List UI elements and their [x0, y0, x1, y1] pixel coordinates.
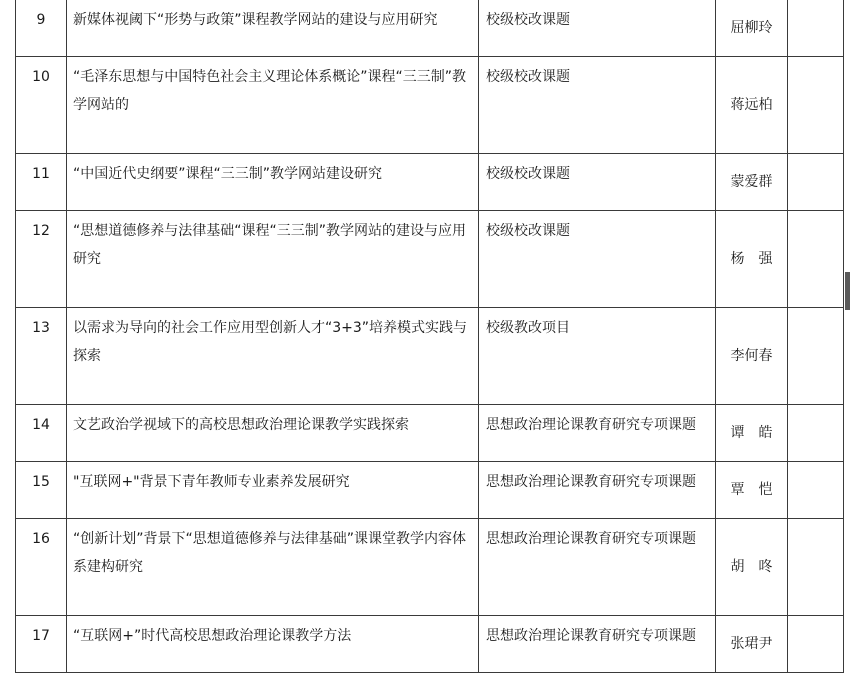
project-leader: 屈柳玲	[716, 0, 788, 57]
project-category: 校级校改课题	[479, 57, 716, 154]
project-category: 校级教改项目	[479, 308, 716, 405]
blank-cell	[788, 462, 844, 519]
project-title: 新媒体视阈下“形势与政策”课程教学网站的建设与应用研究	[67, 0, 479, 57]
project-title: "互联网+"背景下青年教师专业素养发展研究	[67, 462, 479, 519]
project-table	[15, 0, 844, 673]
project-title: “创新计划”背景下“思想道德修养与法律基础”课课堂教学内容体系建构研究	[67, 519, 479, 616]
row-number: 15	[16, 462, 67, 519]
row-number: 17	[16, 616, 67, 673]
table-row	[16, 462, 844, 519]
project-title: “思想道德修养与法律基础“课程“三三制”教学网站的建设与应用研究	[67, 211, 479, 308]
row-number: 11	[16, 154, 67, 211]
row-number: 16	[16, 519, 67, 616]
project-category: 校级校改课题	[479, 154, 716, 211]
blank-cell	[788, 308, 844, 405]
table-row	[16, 0, 844, 57]
project-title: 以需求为导向的社会工作应用型创新人才“3+3”培养模式实践与探索	[67, 308, 479, 405]
project-leader: 蒙爱群	[716, 154, 788, 211]
project-leader: 李何春	[716, 308, 788, 405]
project-category: 思想政治理论课教育研究专项课题	[479, 616, 716, 673]
project-leader: 胡 咚	[716, 519, 788, 616]
row-number: 12	[16, 211, 67, 308]
blank-cell	[788, 57, 844, 154]
blank-cell	[788, 154, 844, 211]
project-leader: 蒋远柏	[716, 57, 788, 154]
page-edge-marker	[845, 272, 850, 310]
project-title: “毛泽东思想与中国特色社会主义理论体系概论”课程“三三制”教学网站的	[67, 57, 479, 154]
blank-cell	[788, 519, 844, 616]
project-leader: 杨 强	[716, 211, 788, 308]
table-row	[16, 154, 844, 211]
blank-cell	[788, 0, 844, 57]
project-category: 校级校改课题	[479, 211, 716, 308]
row-number: 13	[16, 308, 67, 405]
project-title: “互联网+”时代高校思想政治理论课教学方法	[67, 616, 479, 673]
table-row	[16, 57, 844, 154]
project-title: “中国近代史纲要”课程“三三制”教学网站建设研究	[67, 154, 479, 211]
table-row	[16, 405, 844, 462]
project-category: 思想政治理论课教育研究专项课题	[479, 462, 716, 519]
row-number: 14	[16, 405, 67, 462]
project-category: 思想政治理论课教育研究专项课题	[479, 519, 716, 616]
blank-cell	[788, 405, 844, 462]
row-number: 10	[16, 57, 67, 154]
project-category: 校级校改课题	[479, 0, 716, 57]
project-title: 文艺政治学视域下的高校思想政治理论课教学实践探索	[67, 405, 479, 462]
blank-cell	[788, 211, 844, 308]
project-leader: 张珺尹	[716, 616, 788, 673]
table-row	[16, 211, 844, 308]
row-number: 9	[16, 0, 67, 57]
blank-cell	[788, 616, 844, 673]
table-row	[16, 519, 844, 616]
project-category: 思想政治理论课教育研究专项课题	[479, 405, 716, 462]
table-row	[16, 308, 844, 405]
project-leader: 谭 皓	[716, 405, 788, 462]
table-row	[16, 616, 844, 673]
project-leader: 覃 恺	[716, 462, 788, 519]
